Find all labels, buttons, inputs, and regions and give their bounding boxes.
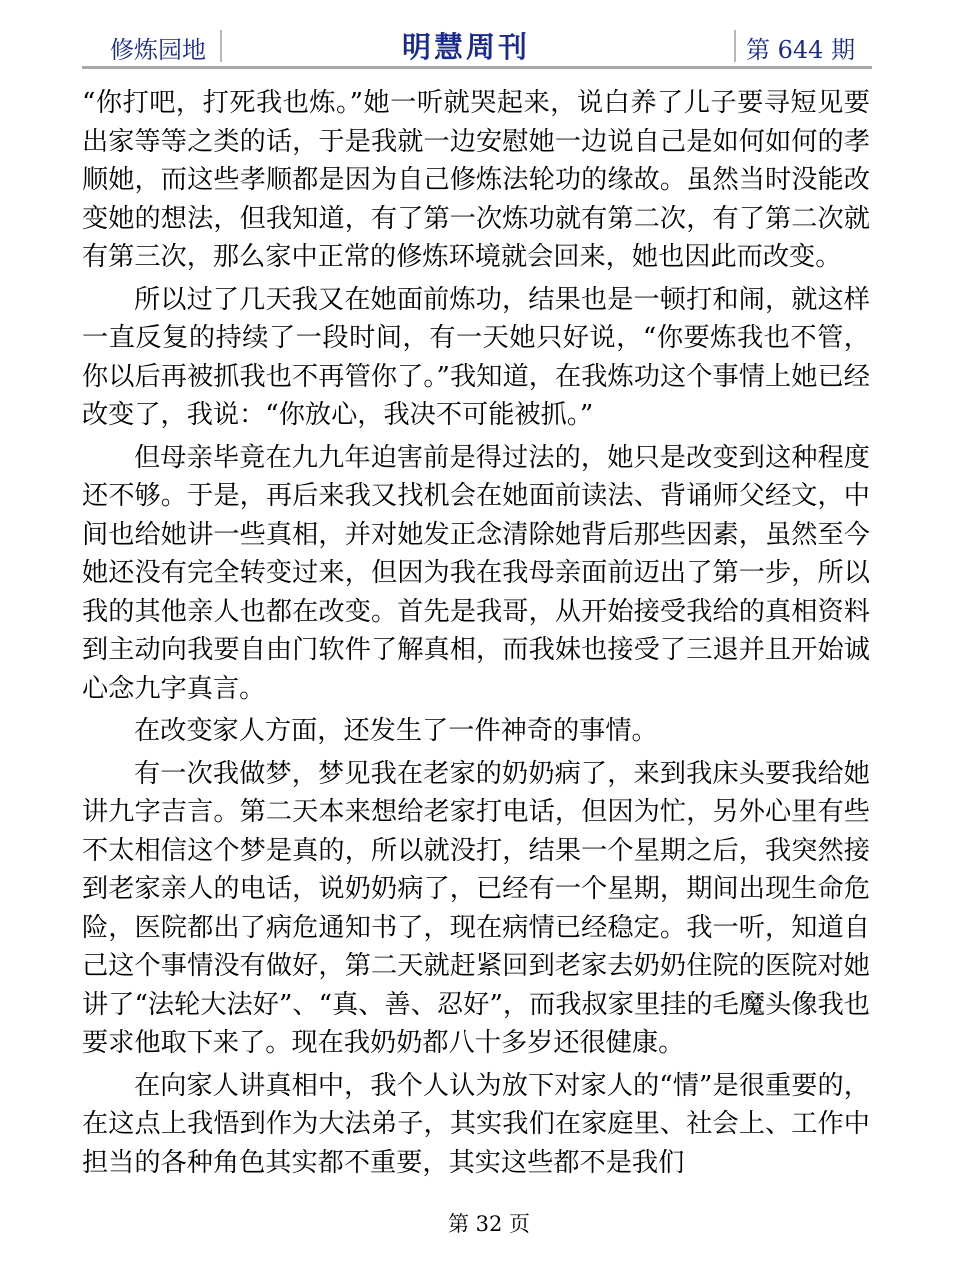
paragraph: 有一次我做梦，梦见我在老家的奶奶病了，来到我床头要我给她讲九字吉言。第二天本来想给老家打电话，但因为忙，另外心里有些不太相信这个梦是真的，所以就没打，结果一个星期之后，我突然接到老家亲人的电话，说奶奶病了，已经有一个星期，期间出现生命危险，医院都出了病危通知书了，现在病情已经稳定。我一听，知道自己这个事情没有做好，第二天就赶紧回到老家去奶奶住院的医院对她讲了“法轮大法好”、“真、善、忍好”，而我叔家里挂的毛魔头像我也要求他取下来了。现在我奶奶都八十多岁还很健康。 — [82, 758, 870, 1058]
header-rule — [82, 66, 872, 69]
publication-title: 明慧周刊 — [402, 30, 531, 64]
header-separator — [220, 30, 222, 62]
issue-number: 第 644 期 — [746, 36, 856, 64]
article-body — [82, 84, 870, 1186]
header-separator — [734, 30, 736, 62]
paragraph: 但母亲毕竟在九九年迫害前是得过法的，她只是改变到这种程度还不够。于是，再后来我又找机会在她面前读法、背诵师父经文，中间也给她讲一些真相，并对她发正念清除她背后那些因素，虽然至今她还没有完全转变过来，但因为我在我母亲面前迈出了第一步，所以我的其他亲人也都在改变。首先是我哥，从开始接受我给的真相资料到主动向我要自由门软件了解真相，而我妹也接受了三退并且开始诚心念九字真言。 — [82, 442, 870, 704]
section-name: 修炼园地 — [110, 36, 206, 64]
page-number: 第 32 页 — [447, 1212, 531, 1236]
paragraph: 在向家人讲真相中，我个人认为放下对家人的“情”是很重要的，在这点上我悟到作为大法弟子，其实我们在家庭里、社会上、工作中担当的各种角色其实都不重要，其实这些都不是我们 — [82, 1070, 870, 1178]
paragraph: “你打吧，打死我也炼。”她一听就哭起来，说白养了儿子要寻短见要出家等等之类的话，于是我就一边安慰她一边说自己是如何如何的孝顺她，而这些孝顺都是因为自己修炼法轮功的缘故。虽然当时没能改变她的想法，但我知道，有了第一次炼功就有第二次，有了第二次就有第三次，那么家中正常的修炼环境就会回来，她也因此而改变。 — [82, 88, 870, 272]
paragraph: 在改变家人方面，还发生了一件神奇的事情。 — [134, 716, 658, 746]
paragraph: 所以过了几天我又在她面前炼功，结果也是一顿打和闹，就这样一直反复的持续了一段时间，有一天她只好说，“你要炼我也不管，你以后再被抓我也不再管你了。”我知道，在我炼功这个事情上她已经改变了，我说：“你放心，我决不可能被抓。” — [82, 284, 870, 430]
page-header — [82, 26, 872, 66]
